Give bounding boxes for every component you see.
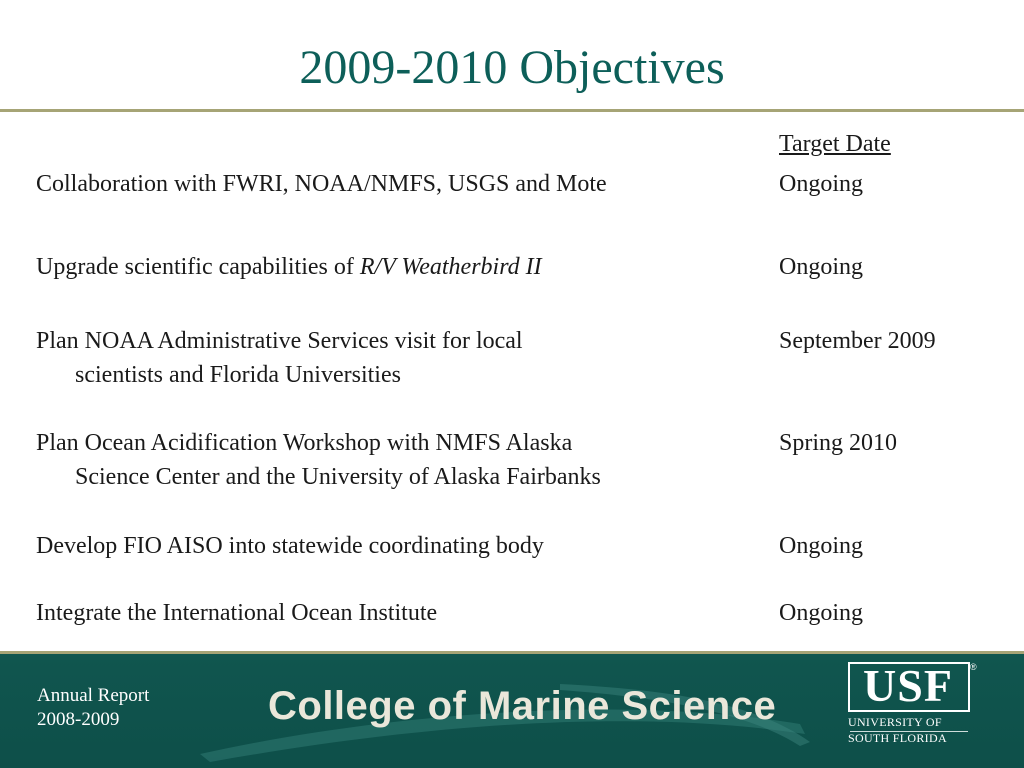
objective-line: Integrate the International Ocean Institute: [36, 600, 438, 626]
annual-report-label: [37, 684, 149, 732]
target-date: Ongoing: [779, 254, 863, 280]
top-divider: [0, 109, 1024, 112]
objective-line-continued: scientists and Florida Universities: [75, 362, 401, 388]
objective-line: Plan NOAA Administrative Services visit for local: [36, 328, 523, 354]
objective-text: [36, 529, 756, 563]
objective-text: [36, 250, 756, 284]
objective-line-continued: Science Center and the University of Alaska Fairbanks: [75, 464, 601, 490]
usf-logo-line1: UNIVERSITY OF: [848, 715, 942, 729]
objective-line: Develop FIO AISO into statewide coordinating body: [36, 533, 544, 559]
slide-title: 2009-2010 Objectives: [299, 41, 725, 94]
annual-report-years: 2008-2009: [37, 709, 120, 730]
objective-line: Plan Ocean Acidification Workshop with NMFS Alaska: [36, 430, 573, 456]
objective-text: [36, 167, 756, 201]
objective-line: Collaboration with FWRI, NOAA/NMFS, USGS and Mote: [36, 171, 607, 197]
usf-logo-letters: USF: [863, 660, 953, 711]
usf-logo-line2: SOUTH FLORIDA: [848, 731, 947, 745]
college-name: College of Marine Science: [268, 684, 777, 728]
target-date: Spring 2010: [779, 430, 898, 456]
objective-text: [36, 596, 756, 630]
objective-text: [36, 324, 756, 392]
objective-line: Upgrade scientific capabilities of: [36, 254, 360, 280]
objective-text: [36, 426, 756, 494]
target-date: Ongoing: [779, 600, 863, 626]
vessel-name: R/V Weatherbird II: [359, 254, 542, 280]
target-date: September 2009: [779, 328, 936, 354]
target-date-header: Target Date: [779, 131, 891, 157]
registered-mark: ®: [970, 662, 977, 672]
annual-report-line: Annual Report: [37, 685, 150, 706]
usf-logo: [848, 660, 977, 762]
target-date: Ongoing: [779, 533, 863, 559]
footer-banner: [0, 654, 1024, 768]
target-date: Ongoing: [779, 171, 863, 197]
